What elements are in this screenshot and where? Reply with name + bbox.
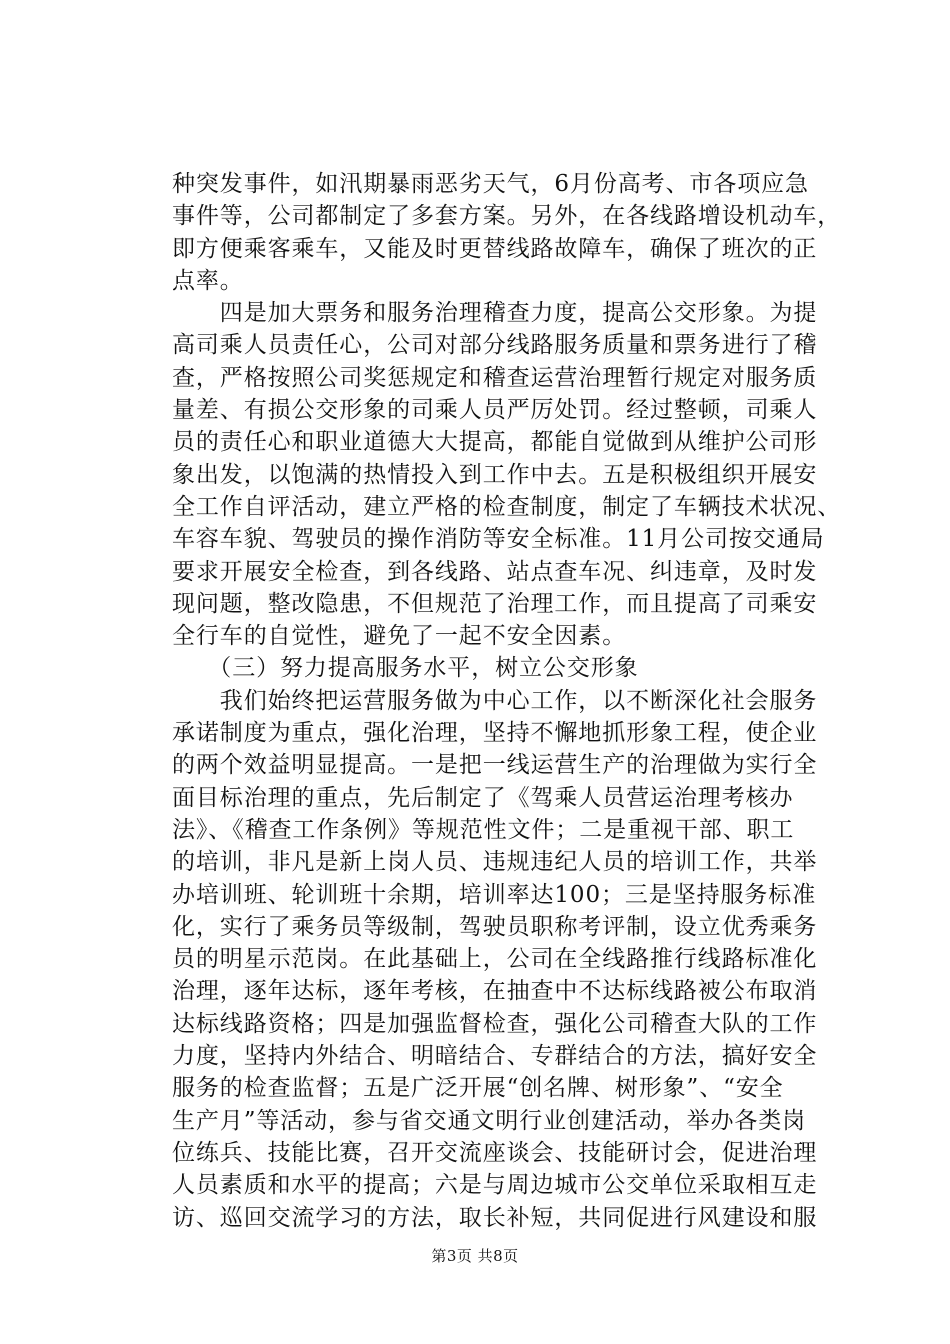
text-line: 生产月”等活动，参与省交通文明行业创建活动，举办各类岗	[172, 1107, 807, 1134]
text-line: 达标线路资格；四是加强监督检查，强化公司稽查大队的工作	[172, 1010, 818, 1037]
text-line: 的培训，非凡是新上岗人员、违规违纪人员的培训工作，共举	[172, 849, 818, 876]
text-line: 力度，坚持内外结合、明暗结合、专群结合的方法，搞好安全	[172, 1043, 818, 1070]
text-line: 人员素质和水平的提高；六是与周边城市公交单位采取相互走	[172, 1172, 818, 1199]
text-line: 全行车的自觉性，避免了一起不安全因素。	[172, 623, 627, 650]
text-line: 服务的检查监督；五是广泛开展“创名牌、树形象”、“安全	[172, 1075, 784, 1102]
document-body	[172, 168, 842, 1234]
text-line: 事件等，公司都制定了多套方案。另外，在各线路增设机动车，	[172, 203, 842, 230]
text-line: 办培训班、轮训班十余期，培训率达100；三是坚持服务标准	[172, 881, 817, 908]
text-line: 种突发事件，如汛期暴雨恶劣天气，6月份高考、市各项应急	[172, 171, 809, 197]
text-line: 员的责任心和职业道德大大提高，都能自觉做到从维护公司形	[172, 429, 818, 456]
text-line: 现问题，整改隐患，不但规范了治理工作，而且提高了司乘安	[172, 590, 818, 617]
text-line: 点率。	[172, 267, 244, 294]
text-line: 高司乘人员责任心，公司对部分线路服务质量和票务进行了稽	[172, 332, 818, 359]
text-line: 四是加大票务和服务治理稽查力度，提高公交形象。为提	[172, 300, 818, 327]
text-line: 承诺制度为重点，强化治理，坚持不懈地抓形象工程，使企业	[172, 720, 818, 747]
text-line: 即方便乘客乘车，又能及时更替线路故障车，确保了班次的正	[172, 235, 818, 262]
text-line: 象出发，以饱满的热情投入到工作中去。五是积极组织开展安	[172, 461, 818, 488]
text-line: 面目标治理的重点，先后制定了《驾乘人员营运治理考核办	[172, 784, 794, 811]
text-line: 位练兵、技能比赛，召开交流座谈会、技能研讨会，促进治理	[172, 1139, 818, 1166]
text-line: 访、巡回交流学习的方法，取长补短，共同促进行风建设和服	[172, 1204, 818, 1231]
text-line: 要求开展安全检查，到各线路、站点查车况、纠违章，及时发	[172, 558, 818, 585]
text-line: 员的明星示范岗。在此基础上，公司在全线路推行线路标准化	[172, 946, 818, 973]
text-line: 车容车貌、驾驶员的操作消防等安全标准。11月公司按交通局	[172, 526, 825, 553]
text-line: 我们始终把运营服务做为中心工作，以不断深化社会服务	[172, 687, 818, 714]
text-line: 的两个效益明显提高。一是把一线运营生产的治理做为实行全	[172, 752, 818, 779]
text-line: 量差、有损公交形象的司乘人员严厉处罚。经过整顿，司乘人	[172, 397, 818, 424]
text-line: 查，严格按照公司奖惩规定和稽查运营治理暂行规定对服务质	[172, 364, 818, 391]
text-line: 治理，逐年达标，逐年考核，在抽查中不达标线路被公布取消	[172, 978, 818, 1005]
page-number-footer: 第3页 共8页	[431, 1247, 519, 1265]
text-line: 法》、《稽查工作条例》等规范性文件；二是重视干部、职工	[172, 816, 795, 843]
text-line: 化，实行了乘务员等级制，驾驶员职称考评制，设立优秀乘务	[172, 913, 818, 940]
section-heading: （三）努力提高服务水平，树立公交形象	[172, 655, 639, 682]
text-line: 全工作自评活动，建立严格的检查制度，制定了车辆技术状况、	[172, 493, 842, 520]
